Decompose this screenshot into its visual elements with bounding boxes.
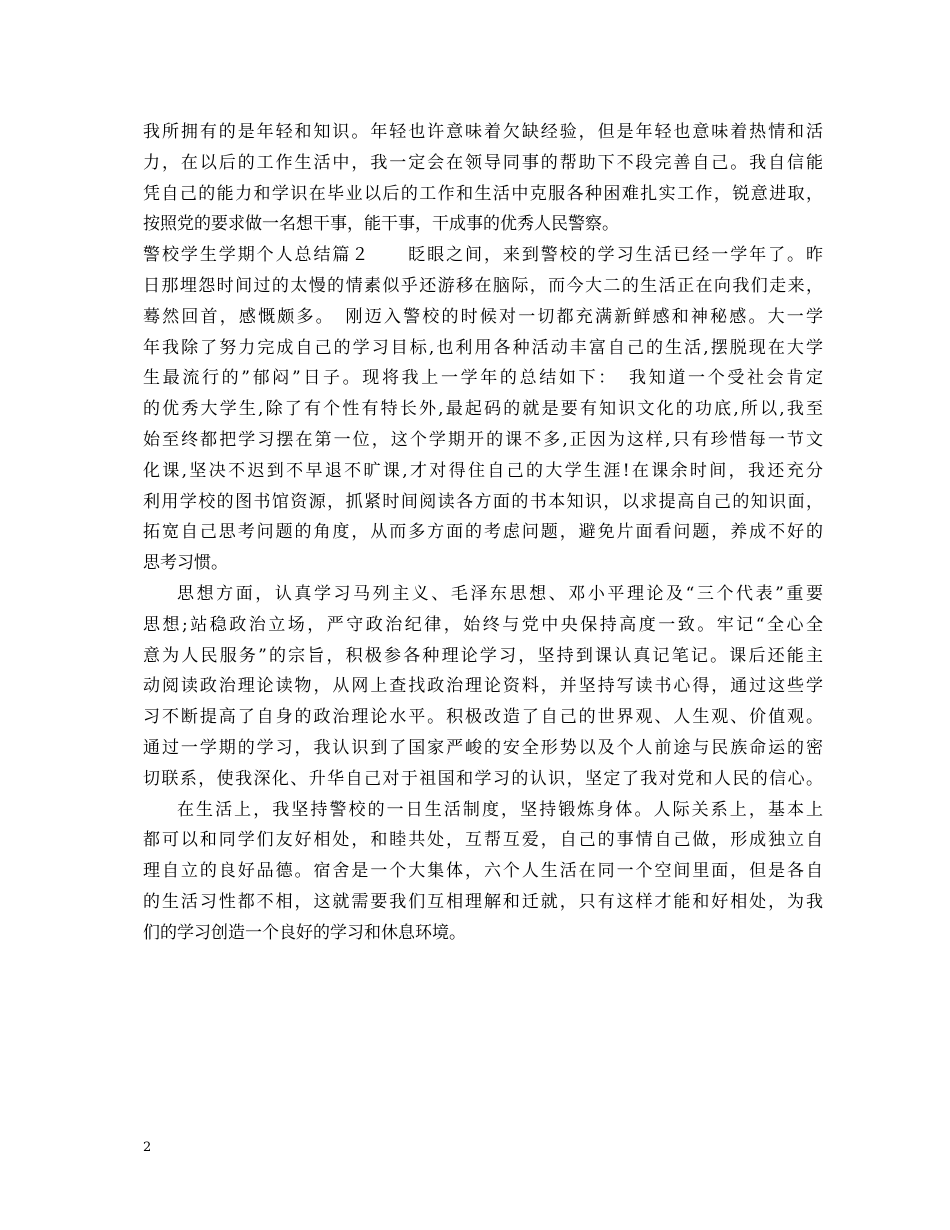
text-line: 化课,坚决不迟到不早退不旷课,才对得住自己的大学生涯!在课余时间，我还充分	[143, 460, 823, 481]
text-line: 的优秀大学生,除了有个性有特长外,最起码的就是要有知识文化的功底,所以,我至	[143, 399, 823, 420]
text-line: 日那埋怨时间过的太慢的情素似乎还游移在脑际，而今大二的生活正在向我们走来，	[143, 275, 823, 296]
text-line: 按照党的要求做一名想干事，能干事，干成事的优秀人民警察。	[143, 214, 619, 235]
text-line: 利用学校的图书馆资源，抓紧时间阅读各方面的书本知识，以求提高自己的知识面，	[143, 491, 823, 512]
text-line: 警校学生学期个人总结篇２ 眨眼之间，来到警校的学习生活已经一学年了。昨	[143, 245, 823, 266]
text-line: 在生活上，我坚持警校的一日生活制度，坚持锻炼身体。人际关系上，基本上	[177, 799, 823, 820]
text-line: 力，在以后的工作生活中，我一定会在领导同事的帮助下不段完善自己。我自信能	[143, 152, 823, 173]
text-line: 年我除了努力完成自己的学习目标,也利用各种活动丰富自己的生活,摆脱现在大学	[143, 337, 823, 358]
page-number: 2	[143, 1140, 152, 1155]
text-line: 动阅读政治理论读物，从网上查找政治理论资料，并坚持写读书心得，通过这些学	[143, 676, 823, 697]
text-line: 蓦然回首，感慨颇多。 刚迈入警校的时候对一切都充满新鲜感和神秘感。大一学	[143, 306, 823, 327]
text-line: 通过一学期的学习，我认识到了国家严峻的安全形势以及个人前途与民族命运的密	[143, 737, 823, 758]
text-line: 都可以和同学们友好相处，和睦共处，互帮互爱，自己的事情自己做，形成独立自	[143, 830, 823, 851]
text-line: 始至终都把学习摆在第一位，这个学期开的课不多,正因为这样,只有珍惜每一节文	[143, 429, 823, 450]
text-line: 习不断提高了自身的政治理论水平。积极改造了自己的世界观、人生观、价值观。	[143, 707, 823, 728]
text-line: 切联系，使我深化、升华自己对于祖国和学习的认识，坚定了我对党和人民的信心。	[143, 768, 823, 789]
text-line: 拓宽自己思考问题的角度，从而多方面的考虑问题，避免片面看问题，养成不好的	[143, 522, 823, 543]
text-line: 们的学习创造一个良好的学习和休息环境。	[143, 922, 466, 943]
text-line: 思考习惯。	[143, 553, 228, 574]
text-line: 思想;站稳政治立场，严守政治纪律，始终与党中央保持高度一致。牢记“全心全	[143, 614, 823, 635]
body-text	[143, 117, 823, 949]
text-line: 凭自己的能力和学识在毕业以后的工作和生活中克服各种困难扎实工作，锐意进取，	[143, 183, 823, 204]
text-line: 的生活习性都不相，这就需要我们互相理解和迁就，只有这样才能和好相处，为我	[143, 891, 823, 912]
text-line: 理自立的良好品德。宿舍是一个大集体，六个人生活在同一个空间里面，但是各自	[143, 861, 823, 882]
text-line: 意为人民服务”的宗旨，积极参各种理论学习，坚持到课认真记笔记。课后还能主	[143, 645, 823, 666]
text-line: 生最流行的”郁闷”日子。现将我上一学年的总结如下： 我知道一个受社会肯定	[143, 368, 823, 389]
text-line: 我所拥有的是年轻和知识。年轻也许意味着欠缺经验，但是年轻也意味着热情和活	[143, 122, 823, 142]
text-line: 思想方面，认真学习马列主义、毛泽东思想、邓小平理论及“三个代表”重要	[177, 583, 823, 604]
